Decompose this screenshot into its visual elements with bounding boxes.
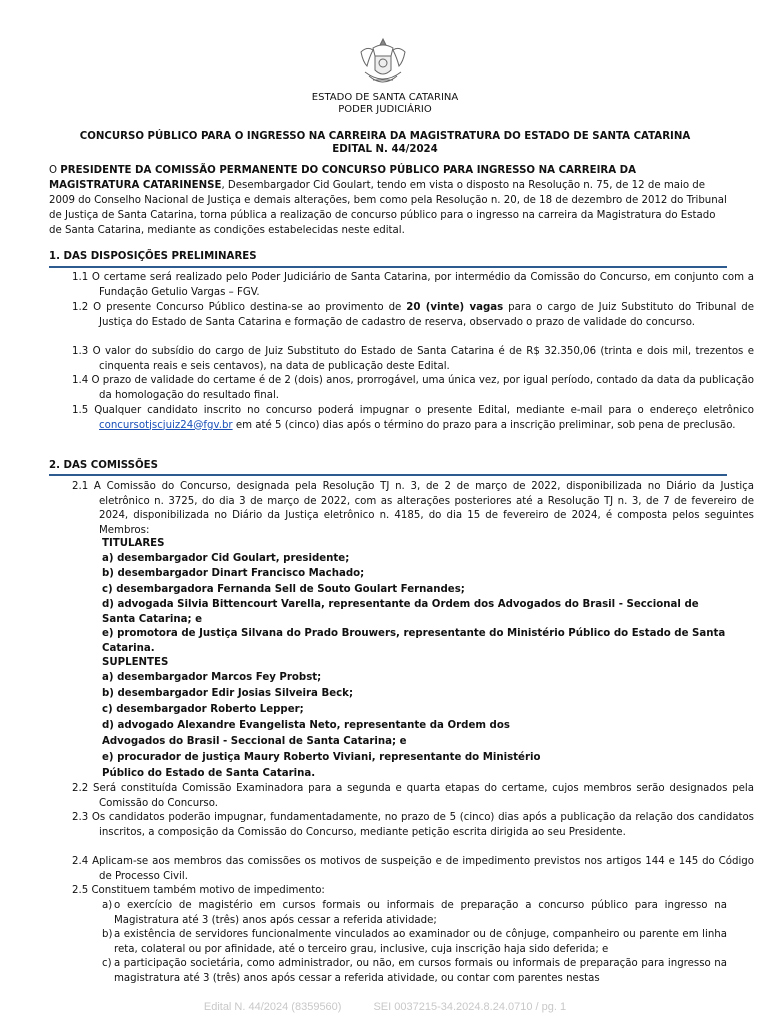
- clause-2-5: 2.5 Constituem também motivo de impedimento:: [72, 885, 325, 896]
- document-title: CONCURSO PÚBLICO PARA O INGRESSO NA CARREIRA DA MAGISTRATURA DO ESTADO DE SANTA CATARINA: [79, 131, 691, 142]
- titular-c: c) desembargadora Fernanda Sell de Souto Goulart Fernandes;: [102, 584, 465, 595]
- suplente-a: a) desembargador Marcos Fey Probst;: [102, 672, 322, 683]
- header-state: ESTADO DE SANTA CATARINA: [311, 92, 459, 103]
- sub-label-a: a): [102, 900, 113, 911]
- clause-2-1: 2.1 A Comissão do Concurso, designada pela Resolução TJ n. 3, de 2 de março de 2022, disponibilizada no Diário da Justiça eletrônico n. 3725, do dia 3 de março de 2022, com as alterações posteriores até a Resolução TJ n. 3, de 7 de fevereiro de 2024, disponibilizada no Diário da Justiça eletrônico n. 4185, do dia 15 de fevereiro de 2024, é composta pelos seguintes Membros:: [72, 481, 754, 536]
- suplente-d-cont: Advogados do Brasil - Seccional de Santa Catarina; e: [102, 736, 407, 747]
- section-heading-1: 1. DAS DISPOSIÇÕES PRELIMINARES: [49, 251, 257, 262]
- clause-1-2-a: 1.2 O presente Concurso Público destina-se ao provimento de: [72, 302, 407, 313]
- header-branch: PODER JUDICIÁRIO: [338, 104, 432, 115]
- suplentes-label: SUPLENTES: [102, 657, 169, 668]
- clause-2-5-a: [102, 899, 727, 928]
- suplente-c: c) desembargador Roberto Lepper;: [102, 704, 304, 715]
- titular-e: e) promotora de Justiça Silvana do Prado Brouwers, representante do Ministério Público do Estado de Santa Catarina.: [102, 628, 726, 654]
- clause-2-5-c: [102, 957, 727, 986]
- sub-text-a: o exercício de magistério em cursos formais ou informais de preparação a concurso público para ingresso na Magistratura até 3 (três) anos após cessar a referida atividade;: [114, 900, 727, 926]
- sub-text-c: a participação societária, como administrador, ou não, em cursos formais ou informais de preparação para ingresso na magistratura até 3 (três) anos após cessar a referida atividade, ou contar com parentes nestas: [114, 958, 727, 984]
- section-divider-2: [49, 474, 727, 476]
- contact-email-link[interactable]: concursotjscjuiz24@fgv.br: [99, 419, 233, 431]
- section-divider-1: [49, 266, 727, 268]
- clause-1-5-a: 1.5 Qualquer candidato inscrito no concurso poderá impugnar o presente Edital, mediante e-mail para o endereço eletrônico: [72, 405, 754, 416]
- footer-sei: SEI 0037215-34.2024.8.24.0710 / pg. 1: [373, 1001, 567, 1013]
- sub-text-b: a existência de servidores funcionalmente vinculados ao examinador ou de cônjuge, companheiro ou parente em linha reta, colateral ou por afinidade, até o terceiro grau, inclusive, cuja inscrição haja sido deferida; e: [114, 929, 727, 955]
- clause-1-2: [72, 301, 754, 330]
- page-footer: [0, 1001, 770, 1013]
- clause-2-4: 2.4 Aplicam-se aos membros das comissões os motivos de suspeição e de impedimento previstos nos artigos 144 e 145 do Código de Processo Civil.: [72, 856, 754, 882]
- intro-paragraph: [49, 163, 727, 238]
- footer-edital: Edital N. 44/2024 (8359560): [203, 1001, 342, 1013]
- sub-label-c: c): [102, 958, 112, 969]
- suplente-b: b) desembargador Edir Josias Silveira Beck;: [102, 688, 354, 699]
- suplente-d: d) advogado Alexandre Evangelista Neto, representante da Ordem dos: [102, 720, 510, 731]
- clause-1-5-b: em até 5 (cinco) dias após o término do prazo para a inscrição preliminar, sob pena de preclusão.: [232, 419, 736, 431]
- suplente-e-cont: Público do Estado de Santa Catarina.: [102, 768, 316, 779]
- clause-1-3: 1.3 O valor do subsídio do cargo de Juiz Substituto do Estado de Santa Catarina é de R$ 32.350,06 (trinta e dois mil, trezentos e cinquenta reais e seis centavos), na data de publicação deste Edital.: [72, 346, 754, 372]
- clause-1-2-vagas: 20 (vinte) vagas: [406, 302, 504, 313]
- section-heading-2: 2. DAS COMISSÕES: [49, 460, 158, 471]
- clause-2-3: 2.3 Os candidatos poderão impugnar, fundamentadamente, no prazo de 5 (cinco) dias após a publicação da relação dos candidatos inscritos, a composição da Comissão do Concurso, mediante petição escrita dirigida ao seu Presidente.: [72, 812, 754, 838]
- intro-lead: O: [49, 165, 61, 176]
- coat-of-arms-icon: [355, 36, 411, 90]
- intro-rest: , Desembargador Cid Goulart, tendo em vista o disposto na Resolução n. 75, de 12 de maio de 2009 do Conselho Nacional de Justiça e demais alterações, bem como pela Resolução n. 20, de 18 de dezembro de 2012 do Tribunal de Justiça de Santa Catarina, torna pública a realização de concurso público para o ingresso na carreira da Magistratura do Estado de Santa Catarina, mediante as condições estabelecidas neste edital.: [49, 180, 727, 236]
- suplente-e: e) procurador de justiça Maury Roberto Viviani, representante do Ministério: [102, 752, 541, 763]
- clause-1-5: [72, 404, 754, 433]
- titular-a: a) desembargador Cid Goulart, presidente;: [102, 553, 350, 564]
- titulares-label: TITULARES: [102, 538, 165, 549]
- intro-bold: PRESIDENTE DA COMISSÃO PERMANENTE DO CONCURSO PÚBLICO PARA INGRESSO NA CARREIRA DA MAGISTRATURA CATARINENSE: [49, 165, 636, 191]
- clause-2-5-b: [102, 928, 727, 957]
- titular-b: b) desembargador Dinart Francisco Machado;: [102, 568, 365, 579]
- titular-d: d) advogada Silvia Bittencourt Varella, representante da Ordem dos Advogados do Brasil - Seccional de Santa Catarina; e: [102, 599, 699, 625]
- sub-label-b: b): [102, 929, 113, 940]
- clause-1-1: 1.1 O certame será realizado pelo Poder Judiciário de Santa Catarina, por intermédio da Comissão do Concurso, em conjunto com a Fundação Getulio Vargas – FGV.: [72, 272, 754, 298]
- clause-2-2: 2.2 Será constituída Comissão Examinadora para a segunda e quarta etapas do certame, cujos membros serão designados pela Comissão do Concurso.: [72, 783, 754, 809]
- clause-1-2-c: para o cargo de Juiz Substituto do Tribunal de Justiça do Estado de Santa Catarina e formação de cadastro de reserva, observado o prazo de validade do concurso.: [99, 302, 754, 328]
- edital-number: EDITAL N. 44/2024: [332, 144, 438, 155]
- clause-1-4: 1.4 O prazo de validade do certame é de 2 (dois) anos, prorrogável, uma única vez, por igual período, contado da data da publicação da homologação do resultado final.: [72, 375, 754, 401]
